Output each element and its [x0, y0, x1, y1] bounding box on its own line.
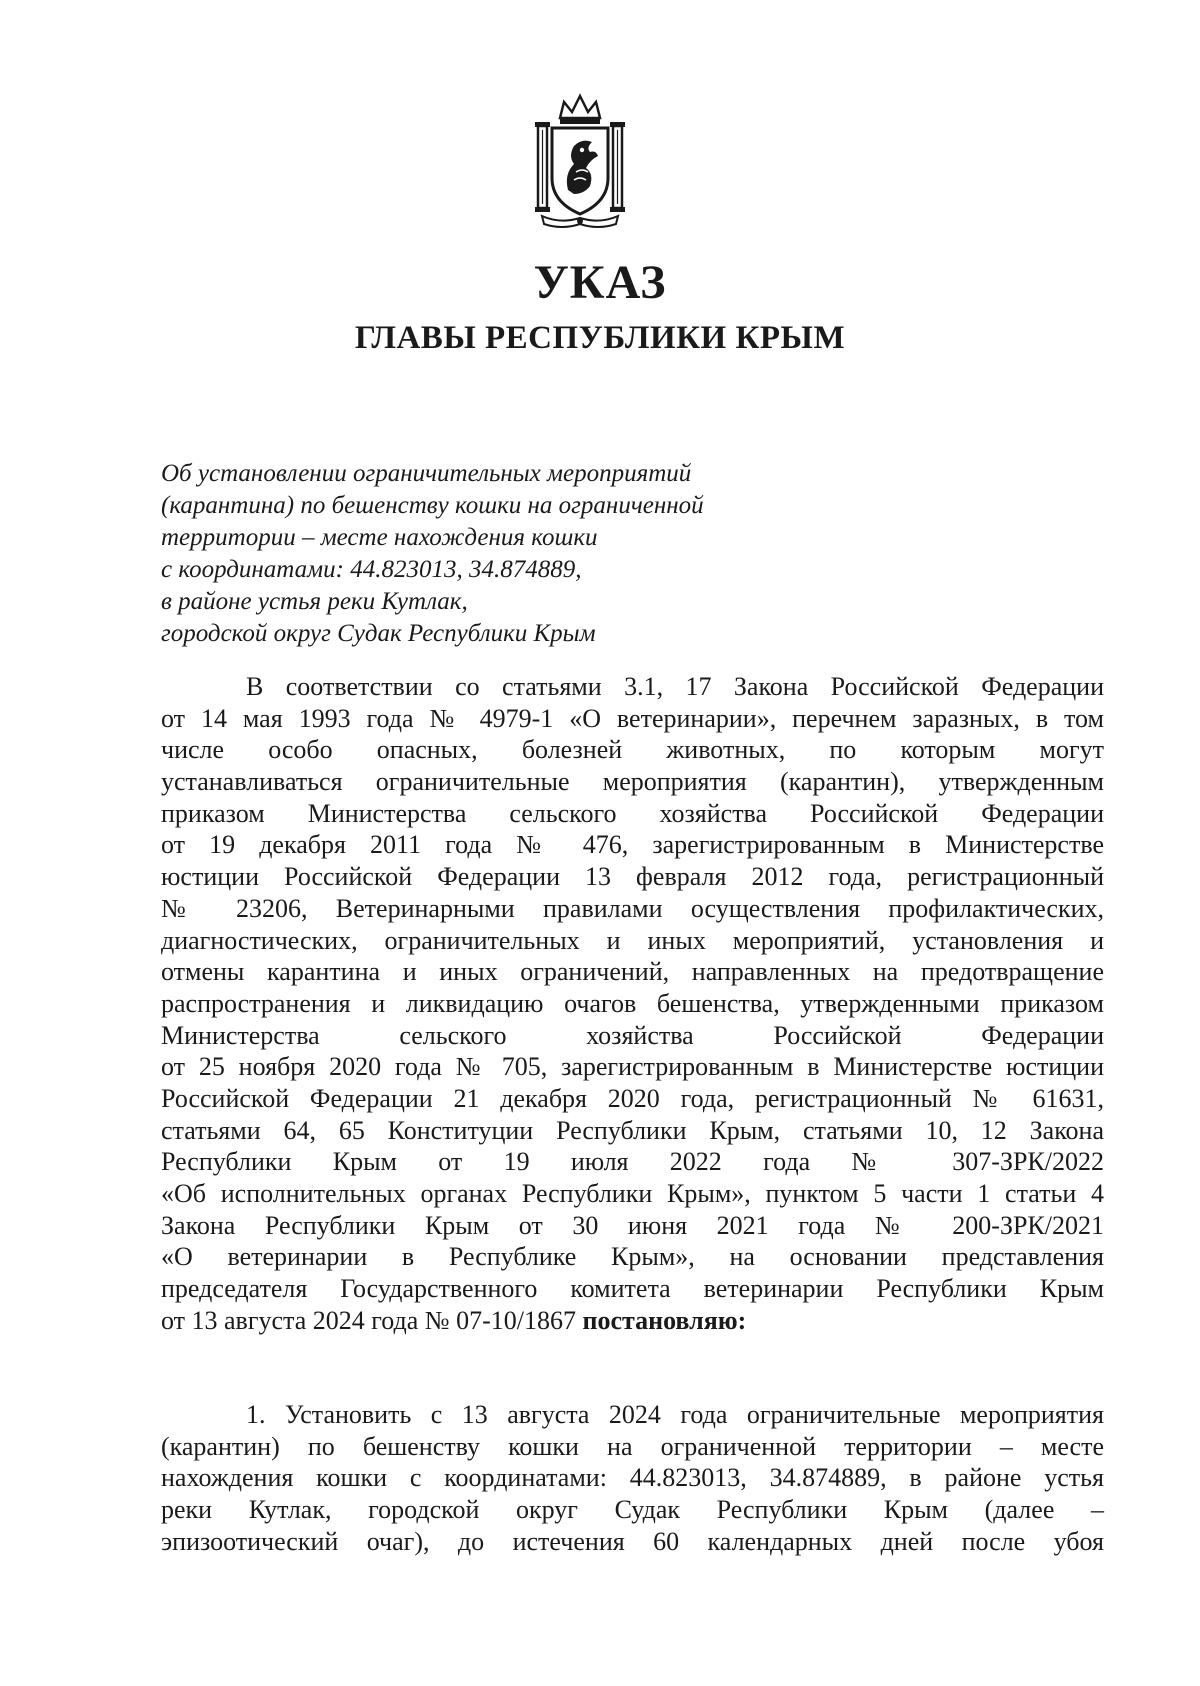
subject-line: городской округ Судак Республики Крым	[161, 620, 596, 647]
subject-line: с координатами: 44.823013, 34.874889,	[161, 556, 582, 583]
item-line: эпизоотический очаг), до истечения 60 календарных дней после убоя	[161, 1526, 1104, 1556]
document-subject	[161, 458, 881, 650]
preamble-line: Закона Республики Крым от 30 июня 2021 года № 200-ЗРК/2021	[161, 1210, 1104, 1240]
preamble-line: от 19 декабря 2011 года № 476, зарегистрированным в Министерстве	[161, 830, 1104, 860]
preamble-line: распространения и ликвидацию очагов бешенства, утвержденными приказом	[161, 988, 1104, 1018]
preamble-line: В соответствии со статьями 3.1, 17 Закона Российской Федерации	[246, 672, 1104, 701]
subject-line: в районе устья реки Кутлак,	[161, 588, 468, 615]
item-line: реки Кутлак, городской округ Судак Республики Крым (далее –	[161, 1495, 1104, 1525]
preamble-line: статьями 64, 65 Конституции Республики Крым, статьями 10, 12 Закона	[161, 1115, 1104, 1145]
preamble-line: председателя Государственного комитета ветеринарии Республики Крым	[161, 1274, 1104, 1304]
item-1-paragraph	[161, 1399, 1104, 1557]
item-line: (карантин) по бешенству кошки на ограниченной территории – месте	[161, 1431, 1104, 1461]
document-subtitle: ГЛАВЫ РЕСПУБЛИКИ КРЫМ	[354, 320, 846, 356]
preamble-line: от 14 мая 1993 года № 4979-1 «О ветеринарии», перечнем заразных, в том	[161, 703, 1104, 733]
preamble-line: диагностических, ограничительных и иных мероприятий, установления и	[161, 925, 1104, 955]
preamble-paragraph	[161, 671, 1104, 1336]
preamble-line: «Об исполнительных органах Республики Крым», пунктом 5 части 1 статьи 4	[161, 1179, 1104, 1208]
preamble-line: приказом Министерства сельского хозяйства Российской Федерации	[161, 798, 1104, 828]
coat-of-arms-emblem	[530, 90, 630, 230]
subject-line: (карантина) по бешенству кошки на ограниченной	[161, 492, 704, 519]
preamble-line: устанавливаться ограничительные мероприятия (карантин), утвержденным	[161, 767, 1104, 797]
item-line: нахождения кошки с координатами: 44.823013, 34.874889, в районе устья	[161, 1463, 1104, 1493]
decree-word: постановляю:	[582, 1305, 747, 1335]
preamble-line: Республики Крым от 19 июля 2022 года № 307-ЗРК/2022	[161, 1147, 1104, 1177]
preamble-line: Российской Федерации 21 декабря 2020 года, регистрационный № 61631,	[161, 1083, 1104, 1113]
document-title: УКАЗ	[533, 256, 667, 309]
preamble-line: Министерства сельского хозяйства Российской Федерации	[161, 1020, 1104, 1050]
preamble-last-line	[161, 1305, 1104, 1337]
subject-line: территории – месте нахождения кошки	[161, 524, 598, 551]
preamble-line: № 23206, Ветеринарными правилами осуществления профилактических,	[161, 893, 1104, 923]
subject-line: Об установлении ограничительных мероприятий	[161, 460, 692, 487]
preamble-last-text: от 13 августа 2024 года № 07-10/1867	[161, 1305, 576, 1335]
preamble-line: «О ветеринарии в Республике Крым», на основании представления	[161, 1242, 1104, 1272]
preamble-line: отмены карантина и иных ограничений, направленных на предотвращение	[161, 957, 1104, 987]
preamble-line: числе особо опасных, болезней животных, по которым могут	[161, 735, 1104, 765]
preamble-line: от 25 ноября 2020 года № 705, зарегистрированным в Министерстве юстиции	[161, 1052, 1104, 1082]
preamble-line: юстиции Российской Федерации 13 февраля 2012 года, регистрационный	[161, 862, 1104, 892]
item-line: 1. Установить с 13 августа 2024 года ограничительные мероприятия	[246, 1400, 1104, 1429]
